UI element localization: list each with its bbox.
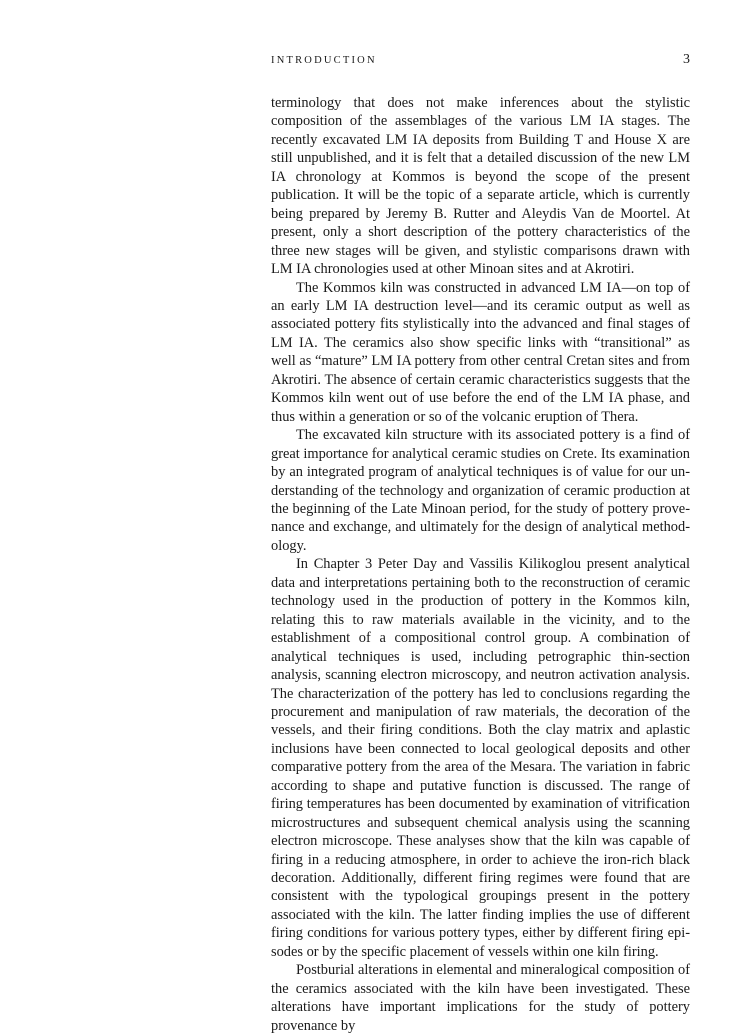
page bbox=[271, 52, 690, 1035]
paragraph-5: Postburial alterations in elemental and mineralogical composition of the ceramics associated with the kiln have been investigated. These alterations have important implications for the study of pottery provenance by bbox=[271, 962, 690, 1034]
page-number: 3 bbox=[683, 52, 690, 67]
paragraph-2: The Kommos kiln was constructed in advanced LM IA—on top of an early LM IA destruction level—and its ceramic output as well as associated pottery fits stylistically into the advanced and final stages of LM IA. The ceramics also show specific links with “transitional” as well as “mature” LM IA pottery from other central Cretan sites and from Akrotiri. The absence of certain ceramic characteristics suggests that the Kommos kiln went out of use before the end of the LM IA phase, and thus within a generation or so of the volcanic eruption of Thera. bbox=[271, 279, 690, 425]
body-text bbox=[271, 94, 690, 1035]
running-title: INTRODUCTION bbox=[271, 55, 377, 66]
paragraph-4: In Chapter 3 Peter Day and Vassilis Kilikoglou present analytical data and interpretations pertaining both to the reconstruction of ceramic technology used in the production of pottery in the Kommos kiln, relating this to raw materials available in the vicinity, and to the establishment of a compositional control group. A combination of analytical techniques is used, including petrographic thin-section analysis, scanning electron microscopy, and neutron activation analysis. The characterization of the pottery has led to conclusions regarding the procurement and manipulation of raw materials, the decoration of the vessels, and their firing conditions. Both the clay matrix and aplastic inclusions have been connected to local geological deposits and other comparative pottery from the area of the Mesara. The variation in fabric according to shape and putative function is discussed. The range of firing temperatures has been documented by examination of vitrification microstructures and subsequent chemical analysis using the scanning electron microscope. These analyses show that the kiln was capable of firing in a reducing atmosphere, in order to achieve the iron-rich black decoration. Additionally, different firing regimes were found that are consistent with the typological groupings present in the pottery associated with the kiln. The latter finding implies the use of different firing conditions for various pottery types, either by different firing episodes or by the specific placement of vessels within one kiln firing. bbox=[271, 556, 690, 960]
paragraph-1: terminology that does not make inferences about the stylistic composition of the assemblages of the various LM IA stages. The recently excavated LM IA deposits from Building T and House X are still unpublished, and it is felt that a detailed discussion of the new LM IA chronology at Kommos is beyond the scope of the present publication. It will be the topic of a separate article, which is currently being prepared by Jeremy B. Rutter and Aleydis Van de Moortel. At present, only a short description of the pottery characteristics of the three new stages will be given, and stylistic comparisons drawn with LM IA chronologies used at other Minoan sites and at Akrotiri. bbox=[271, 95, 690, 278]
paragraph-3: The excavated kiln structure with its associated pottery is a find of great importance for analytical ceramic studies on Crete. Its examination by an integrated program of analytical techniques is of value for our understanding of the technology and organization of ceramic production at the beginning of the Late Minoan period, for the study of pottery provenance and exchange, and ultimately for the design of analytical methodology. bbox=[271, 427, 690, 554]
running-head bbox=[271, 52, 690, 72]
